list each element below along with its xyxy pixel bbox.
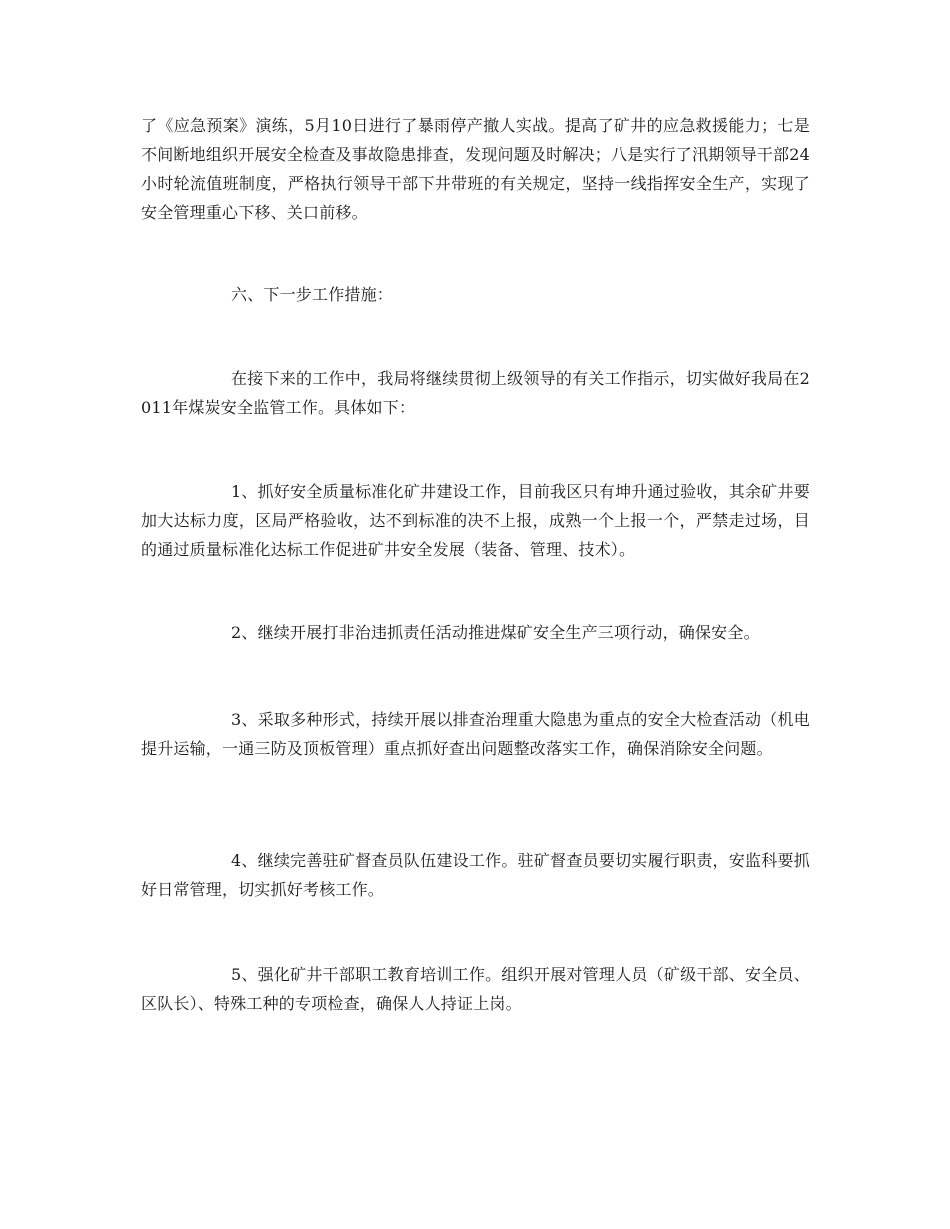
list-item-1: 1、抓好安全质量标准化矿井建设工作，目前我区只有坤升通过验收，其余矿井要加大达标力度，区局严格验收，达不到标准的决不上报，成熟一个上报一个，严禁走过场，目的通过质量标准化达标工作促进矿井安全发展（装备、管理、技术）。 <box>141 482 810 559</box>
list-item-3: 3、采取多种形式，持续开展以排查治理重大隐患为重点的安全大检查活动（机电提升运输，一通三防及顶板管理）重点抓好查出问题整改落实工作，确保消除安全问题。 <box>141 710 810 758</box>
list-item-4: 4、继续完善驻矿督查员队伍建设工作。驻矿督查员要切实履行职责，安监科要抓好日常管理，切实抓好考核工作。 <box>141 851 810 899</box>
list-item-5: 5、强化矿井干部职工教育培训工作。组织开展对管理人员（矿级干部、安全员、区队长）、特殊工种的专项检查，确保人人持证上岗。 <box>141 965 810 1013</box>
paragraph-intro: 在接下来的工作中，我局将继续贯彻上级领导的有关工作指示，切实做好我局在2011年煤炭安全监管工作。具体如下： <box>141 369 810 417</box>
section-heading-next-steps: 六、下一步工作措施： <box>231 285 394 304</box>
paragraph-continued-measures: 了《应急预案》演练，5月10日进行了暴雨停产撤人实战。提高了矿井的应急救援能力；七是不间断地组织开展安全检查及事故隐患排查，发现问题及时解决；八是实行了汛期领导干部24小时轮流值班制度，严格执行领导干部下井带班的有关规定，坚持一线指挥安全生产，实现了安全管理重心下移、关口前移。 <box>141 116 810 222</box>
list-item-2: 2、继续开展打非治违抓责任活动推进煤矿安全生产三项行动，确保安全。 <box>231 623 760 642</box>
